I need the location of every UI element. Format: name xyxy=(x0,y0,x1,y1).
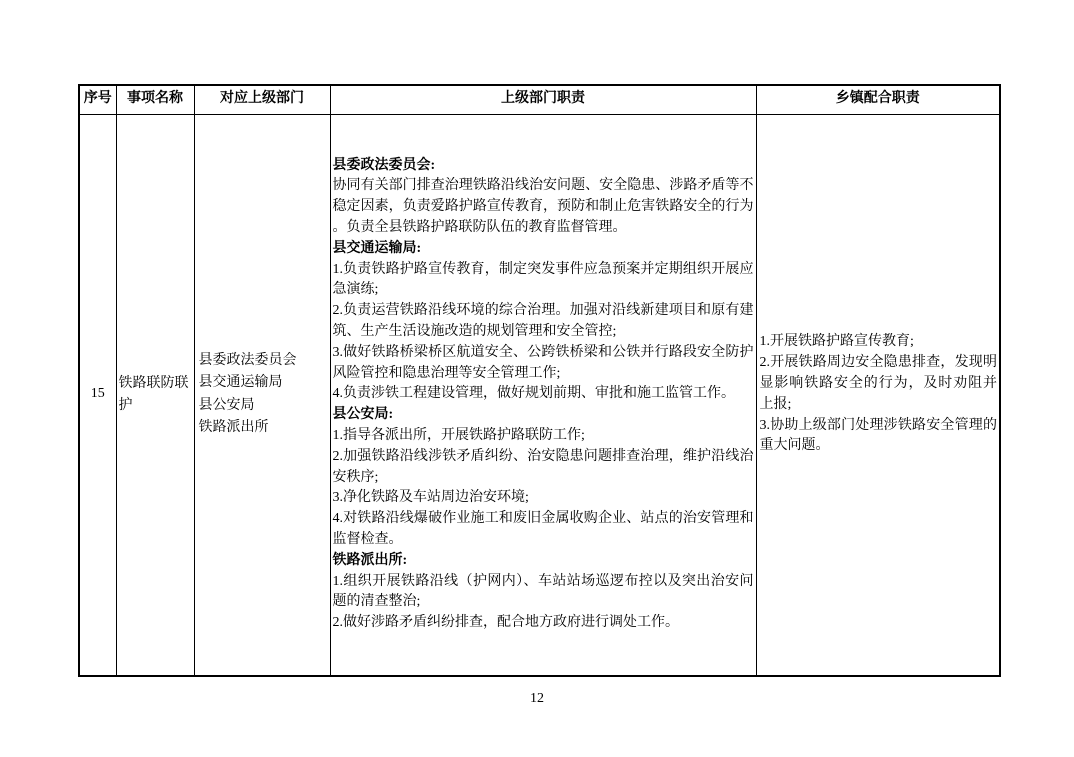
cell-township-duties xyxy=(756,114,1000,676)
township-duty-item: 3.协助上级部门处理涉铁路安全管理的重大问题。 xyxy=(759,417,997,454)
table-row xyxy=(79,114,1000,676)
department-name: 县委政法委员会 xyxy=(198,352,297,368)
header-item-name: 事项名称 xyxy=(116,85,194,114)
duty-item: 3.做好铁路桥梁桥区航道安全、公跨铁桥梁和公铁并行路段安全防护风险管控和隐患治理等安全管理工作; xyxy=(332,344,754,381)
duty-item: 协同有关部门排查治理铁路沿线治安问题、安全隐患、涉路矛盾等不稳定因素，负责爱路护路宣传教育，预防和制止危害铁路安全的行为。负责全县铁路护路联防队伍的教育监督管理。 xyxy=(332,178,754,235)
duty-item: 2.做好涉路矛盾纠纷排查，配合地方政府进行调处工作。 xyxy=(332,615,679,631)
page-number: 12 xyxy=(530,691,544,706)
cell-item-name: 铁路联防联护 xyxy=(116,114,194,676)
duty-item: 2.负责运营铁路沿线环境的综合治理。加强对沿线新建项目和原有建筑、生产生活设施改造的规划管理和安全管控; xyxy=(332,303,754,339)
cell-departments xyxy=(194,114,330,676)
township-duty-item: 1.开展铁路护路宣传教育; xyxy=(759,334,914,350)
header-township-duties: 乡镇配合职责 xyxy=(756,85,1000,114)
duty-item: 1.负责铁路护路宣传教育，制定突发事件应急预案并定期组织开展应急演练; xyxy=(332,261,754,298)
responsibilities-table xyxy=(78,84,1001,677)
department-name: 县交通运输局 xyxy=(198,375,283,391)
duty-group-heading: 县交通运输局: xyxy=(332,240,422,256)
duty-item: 1.组织开展铁路沿线（护网内）、车站站场巡逻布控以及突出治安问题的清查整治; xyxy=(332,573,754,610)
table-header-row xyxy=(79,85,1000,114)
cell-superior-duties xyxy=(330,114,756,676)
duty-item: 4.负责涉铁工程建设管理，做好规划前期、审批和施工监管工作。 xyxy=(332,386,735,402)
duty-group-heading: 铁路派出所: xyxy=(332,552,408,568)
duty-group-heading: 县公安局: xyxy=(332,407,394,423)
duty-item: 2.加强铁路沿线涉铁矛盾纠纷、治安隐患问题排查治理，维护沿线治安秩序; xyxy=(332,448,754,485)
township-duty-item: 2.开展铁路周边安全隐患排查，发现明显影响铁路安全的行为，及时劝阻并上报; xyxy=(759,355,997,412)
department-name: 县公安局 xyxy=(198,397,255,413)
duty-group-heading: 县委政法委员会: xyxy=(332,157,436,173)
duty-item: 4.对铁路沿线爆破作业施工和废旧金属收购企业、站点的治安管理和监督检查。 xyxy=(332,511,754,547)
department-name: 铁路派出所 xyxy=(198,420,269,436)
duty-item: 1.指导各派出所，开展铁路护路联防工作; xyxy=(332,427,585,443)
duty-item: 3.净化铁路及车站周边治安环境; xyxy=(332,490,529,506)
header-seq: 序号 xyxy=(79,85,116,114)
header-superior-dept: 对应上级部门 xyxy=(194,85,330,114)
header-superior-duties: 上级部门职责 xyxy=(330,85,756,114)
cell-seq: 15 xyxy=(79,114,116,676)
